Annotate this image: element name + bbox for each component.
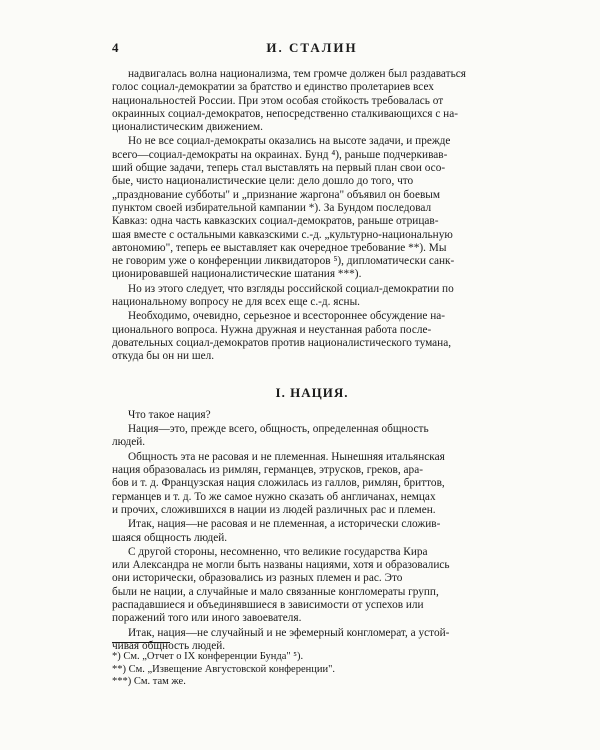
- text-line: шая вместе с остальными кавказскими с.-д. „культурно-национальную: [112, 228, 453, 241]
- footnote: ***) См. там же.: [112, 676, 186, 687]
- text-line: голос социал-демократии за братство и единство пролетариев всех: [112, 81, 434, 94]
- text-line: и прочих, сложившихся в нации из людей различных рас и племен.: [112, 503, 436, 516]
- text-line: Необходимо, очевидно, серьезное и всестороннее обсуждение на-: [128, 310, 446, 323]
- text-line: Но не все социал-демократы оказались на высоте задачи, и прежде: [128, 135, 451, 148]
- text-line: всего—социал-демократы на окраинах. Бунд ⁴), раньше подчеркивав-: [112, 148, 448, 161]
- paragraph: [112, 451, 512, 517]
- nation-section: [112, 409, 512, 653]
- paragraph: [112, 310, 512, 363]
- text-line: откуда бы он ни шел.: [112, 350, 215, 363]
- text-line: национальному вопросу не для всех еще с.-д. ясны.: [112, 296, 360, 309]
- footnote: *) См. „Отчет о IX конференции Бунда" ⁵).: [112, 651, 304, 662]
- text-line: были не нации, а случайные и мало связанные конгломераты групп,: [112, 585, 439, 598]
- text-line: они исторически, образовались из разных племен и рас. Это: [112, 572, 403, 585]
- text-line: нация образовалась из римлян, германцев, этрусков, греков, ара-: [112, 464, 423, 477]
- text-line: автономию", теперь ее выставляет как очередное требование **). Мы: [112, 241, 447, 254]
- text-line: ционалистическим движением.: [112, 121, 263, 134]
- text-line: распадавшиеся и объединявшиеся в зависимости от успехов или: [112, 598, 424, 611]
- text-line: Итак, нация—не расовая и не племенная, а исторически сложив-: [128, 518, 441, 531]
- text-line: довательных социал-демократов против националистического тумана,: [112, 336, 452, 349]
- text-line: поражений того или иного завоевателя.: [112, 612, 302, 625]
- text-line: Итак, нация—не случайный и не эфемерный конгломерат, а устой-: [128, 626, 450, 639]
- text-line: Что такое нация?: [128, 408, 211, 421]
- text-line: Общность эта не расовая и не племенная. Нынешняя итальянская: [128, 450, 445, 463]
- text-line: ший общие задачи, теперь стал выставлять на первый план свои осо-: [112, 162, 446, 175]
- footnotes: [112, 639, 512, 689]
- paragraph: [112, 135, 512, 281]
- running-head: И. СТАЛИН: [266, 40, 358, 55]
- paragraph: [112, 518, 512, 545]
- text-line: или Александра не могли быть названы нациями, хотя и образовались: [112, 559, 450, 572]
- text-line: национальностей России. При этом особая стойкость требовалась от: [112, 94, 444, 107]
- text-line: ционального вопроса. Нужна дружная и неустанная работа после-: [112, 323, 432, 336]
- text-line: надвигалась волна национализма, тем громче должен был раздаваться: [128, 68, 466, 80]
- footnote-divider: [112, 642, 170, 643]
- paragraph: [112, 546, 512, 626]
- text-line: шаяся общность людей.: [112, 531, 228, 544]
- intro-section: [112, 68, 512, 364]
- page-number: 4: [112, 40, 119, 55]
- text-line: германцев и т. д. То же самое нужно сказать об англичанах, немцах: [112, 490, 436, 503]
- page-body: [112, 68, 512, 654]
- paragraph: [112, 68, 512, 134]
- text-line: Кавказ: одна часть кавказских социал-демократов, раньше отрицав-: [112, 215, 439, 228]
- text-line: людей.: [112, 436, 146, 449]
- paragraph: [112, 423, 512, 450]
- text-line: чивая общность людей.: [112, 639, 226, 652]
- text-line: бов и т. д. Французская нация сложилась из галлов, римлян, бриттов,: [112, 477, 445, 490]
- text-line: бые, чисто националистические цели: дело дошло до того, что: [112, 175, 414, 188]
- paragraph: [112, 409, 512, 422]
- paragraph: [112, 283, 512, 310]
- text-line: С другой стороны, несомненно, что великие государства Кира: [128, 545, 428, 558]
- text-line: ционировавшей националистические шатания ***).: [112, 268, 362, 281]
- text-line: не говорим уже о конференции ликвидаторов ⁵), дипломатически санк-: [112, 255, 455, 268]
- text-line: „празднование субботы" и „признание жаргона" объявил он боевым: [112, 188, 441, 201]
- text-line: Нация—это, прежде всего, общность, определенная общность: [128, 423, 429, 436]
- text-line: пунктом своей избирательной кампании *). За Бундом последовал: [112, 201, 432, 214]
- text-line: Но из этого следует, что взгляды российской социал-демократии по: [128, 282, 454, 295]
- page-header: [112, 38, 512, 58]
- footnote: **) См. „Извещение Августовской конференции".: [112, 663, 336, 675]
- text-line: окраинных социал-демократов, непосредственно сталкивающихся с на-: [112, 107, 458, 120]
- section-title: I. НАЦИЯ.: [275, 384, 349, 400]
